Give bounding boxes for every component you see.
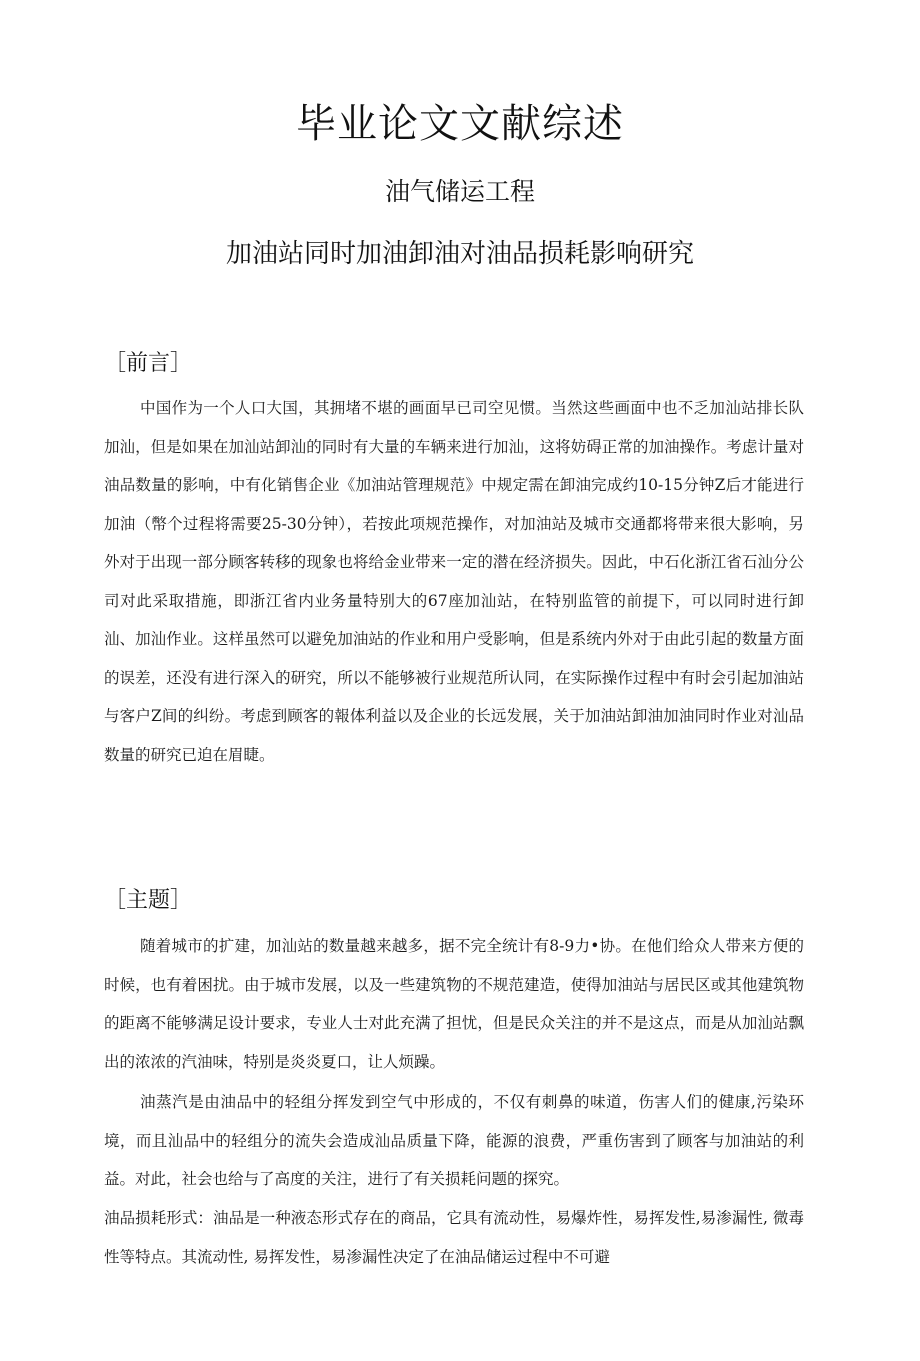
theme-paragraph-1: 随着城市的扩建，加汕站的数量越来越多，据不完全统计有8-9力•协。在他们给众人带来方便的时候，也有着困扰。由于城市发展，以及一些建筑物的不规范建造，使得加油站与居民区或其他建筑物的距离不能够满足设计要求，专业人士对此充满了担忧，但是民众关注的并不是这点，而是从加汕站飘出的浓浓的汽油味，特别是炎炎夏口，让人烦躁。 xyxy=(104,937,804,1071)
section-heading-theme: ［主题］ xyxy=(104,888,193,913)
theme-paragraph-2: 油蒸汽是由油品中的轻组分挥发到空气中形成的，不仅有刺鼻的味道，伤害人们的健康,污染环境，而且汕品中的轻组分的流失会造成汕品质量下降，能源的浪费，严重伤害到了顾客与加油站的利益。对此，社会也给与了高度的关注，进行了有关损耗问题的探究。 xyxy=(104,1093,804,1188)
preface-paragraph: 中国作为一个人口大国，其拥堵不堪的画面早已司空见惯。当然这些画面中也不乏加汕站排长队加汕，但是如果在加汕站卸汕的同时有大量的车辆来进行加汕，这将妨碍正常的加油操作。考虑计量对油品数量的影响，中有化销售企业《加油站管理规范》中规定需在卸油完成约10-15分钟Z后才能进行加油（幣个过程将需要25-30分钟），若按此项规范操作，对加油站及城市交通都将带来很大影响，另外对于出现一部分顾客转移的现象也将给金业带来一定的潜在经济损失。因此，中石化浙江省石汕分公司对此采取措施，即浙江省内业务量特别大的67座加汕站，在特别监管的前提下，可以同时进行卸汕、加汕作业。这样虽然可以避免加油站的作业和用户受影响，但是系统内外对于由此引起的数量方面的误差，还没有进行深入的研究，所以不能够被行业规范所认同，在实际操作过程中有时会引起加油站与客户Z间的纠纷。考虑到顾客的報体利益以及企业的长远发展，关于加油站卸油加油同时作业对汕品数量的研究已迫在眉睫。 xyxy=(104,399,804,764)
theme-paragraph-3: 油品损耗形式：油品是一种液态形式存在的商品，它具有流动性，易爆炸性，易挥发性,易渗漏性, 微毒性等特点。其流动性, 易挥发性，易渗漏性决定了在油品储运过程中不可避 xyxy=(104,1209,804,1266)
document-title: 毕业论文文献综述 xyxy=(296,101,624,147)
topic-title: 加油站同时加油卸油对油品损耗影响研究 xyxy=(225,239,694,269)
major-title: 油气储运工程 xyxy=(384,177,535,206)
section-heading-preface: ［前言］ xyxy=(104,351,193,376)
